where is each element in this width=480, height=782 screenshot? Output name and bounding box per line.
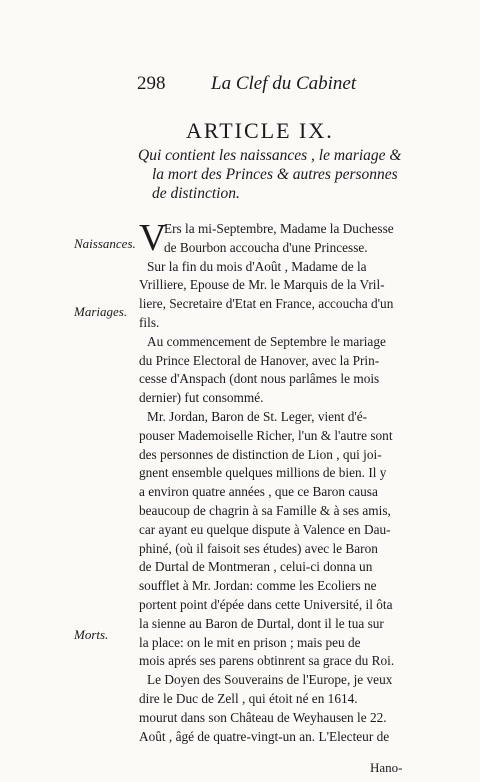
body-line: mourut dans son Château de Weyhausen le 22.: [139, 709, 387, 725]
article-subtitle: [138, 146, 402, 203]
body-line: pouser Mademoiselle Richer, l'un & l'autre sont: [139, 427, 393, 443]
page-header: [137, 73, 357, 95]
subtitle-line: Qui contient les naissances , le mariage &: [138, 147, 402, 164]
running-head: La Clef du Cabinet: [211, 73, 357, 94]
drop-cap: V: [139, 217, 167, 259]
body-line: car ayant eu quelque dispute à Valence en Dau-: [139, 521, 391, 537]
subtitle-line: de distinction.: [152, 185, 240, 202]
body-line: phiné, (où il faisoit ses études) avec le Baron: [139, 540, 378, 556]
body-line: du Prince Electoral de Hanover, avec la Prin-: [139, 352, 380, 368]
margin-note-naissances: Naissances.: [74, 236, 136, 251]
article-title: ARTICLE IX.: [186, 118, 334, 143]
body-line: Vrilliere, Epouse de Mr. le Marquis de la Vril-: [139, 277, 385, 293]
margin-note-morts: Morts.: [74, 627, 109, 642]
body-line: la sienne au Baron de Durtal, dont il le tua sur: [139, 615, 384, 631]
body-line: dire le Duc de Zell , qui étoit né en 1614.: [139, 690, 358, 706]
body-line: Au commencement de Septembre le mariage: [147, 333, 386, 349]
body-line: portent point d'épée dans cette Université, il ôta: [139, 596, 393, 612]
body-line: de Bourbon accoucha d'une Princesse.: [164, 239, 368, 255]
body-line: de Durtal de Montmeran , celui-ci donna un: [139, 559, 373, 575]
body-line: Mr. Jordan, Baron de St. Leger, vient d'é-: [147, 408, 368, 424]
body-line: Ers la mi-Septembre, Madame la Duchesse: [164, 221, 394, 236]
body-line: la place: on le mit en prison ; mais peu de: [139, 634, 361, 650]
margin-note-mariages: Mariages.: [74, 304, 128, 319]
body-line: gnent ensemble quelques millions de bien. Il y: [139, 465, 387, 481]
body-line: mois aprés ses parens obtinrent sa grace du Roi.: [139, 653, 395, 669]
body-line: Août , âgé de quatre-vingt-un an. L'Electeur de: [139, 728, 390, 744]
body-line: des personnes de distinction de Lion , qui joi-: [139, 446, 382, 462]
body-line: Le Doyen des Souverains de l'Europe, je veux: [147, 672, 393, 688]
body-line: Sur la fin du mois d'Août , Madame de la: [147, 258, 367, 274]
body-line: beaucoup de chagrin à sa Famille & à ses amis,: [139, 502, 391, 518]
body-line: soufflet à Mr. Jordan: comme les Ecoliers ne: [139, 578, 377, 594]
body-line: a environ quatre années , que ce Baron causa: [139, 484, 378, 500]
body-line: liere, Secretaire d'Etat en France, accoucha d'un: [139, 296, 394, 312]
body-text: [139, 217, 401, 746]
page-number: 298: [137, 73, 166, 94]
catchword: Hano-: [370, 760, 403, 775]
subtitle-line: la mort des Princes & autres personnes: [152, 166, 398, 183]
body-line: dernier) fut consommé.: [139, 390, 264, 406]
body-line: fils.: [139, 314, 160, 330]
body-line: cesse d'Anspach (dont nous parlâmes le mois: [139, 371, 380, 387]
